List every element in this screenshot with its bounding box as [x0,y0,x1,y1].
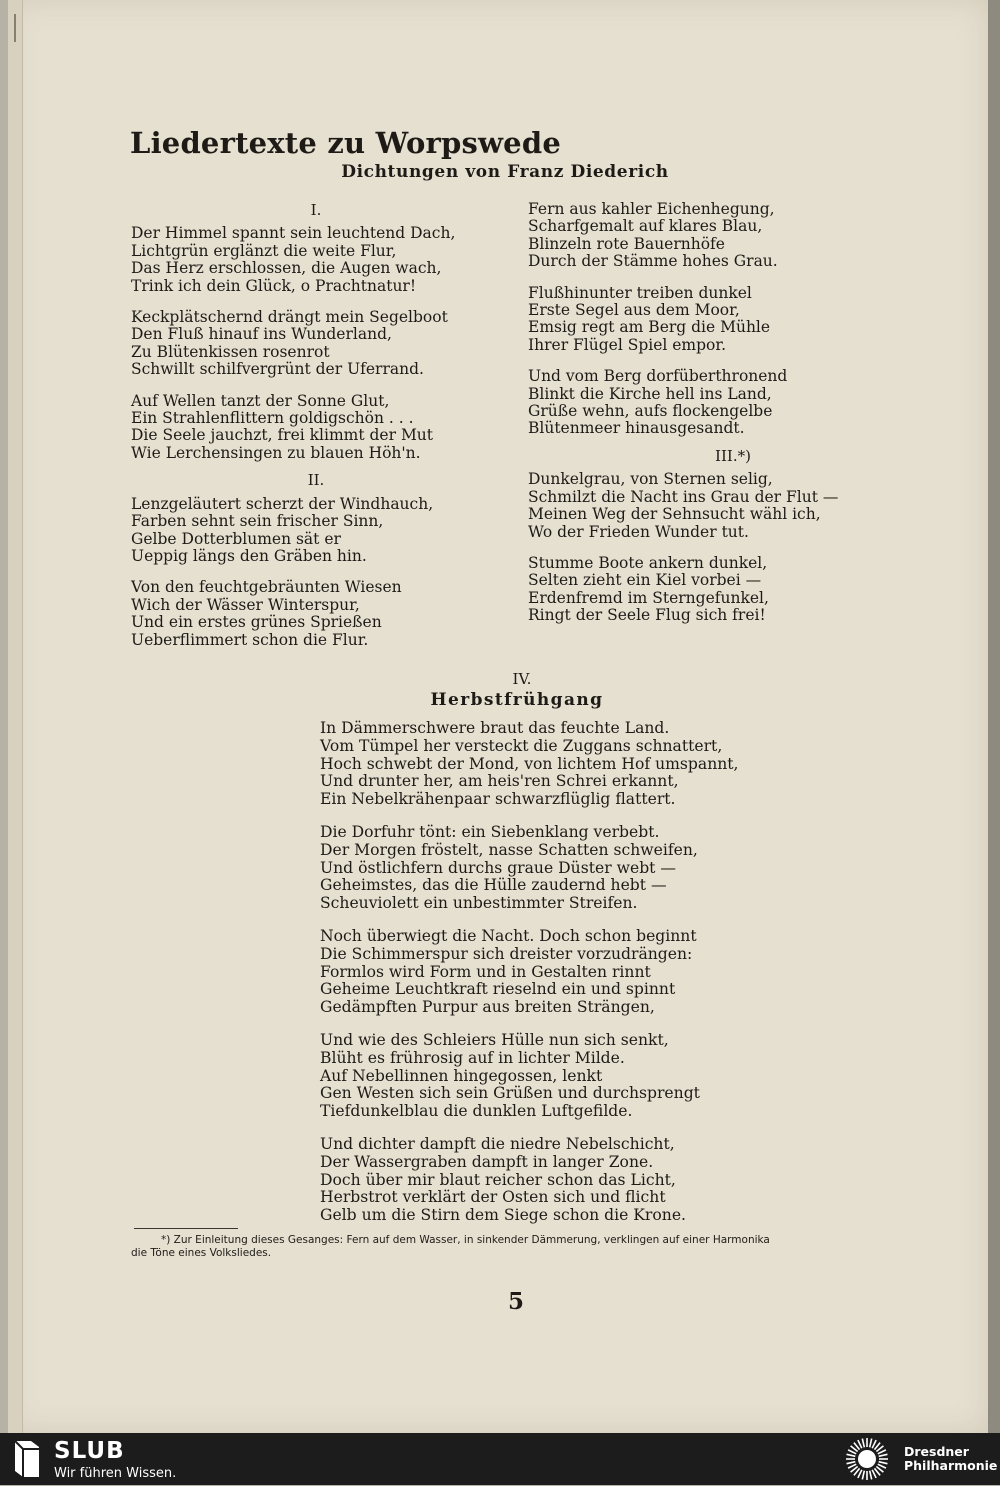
verse-line: Gelbe Dotterblumen sät er [131,529,341,548]
verse-line: Erdenfremd im Sterngefunkel, [528,588,769,607]
sunburst-ray [879,1454,888,1456]
sunburst-ray [858,1440,862,1448]
sunburst-ray [879,1462,888,1464]
verse-line: Geheimstes, das die Hülle zaudernd hebt — [320,876,667,895]
verse-line: Der Wassergraben dampft in langer Zone. [320,1152,654,1171]
sunburst-ray [878,1464,886,1468]
partner-name[interactable] [904,1445,997,1473]
verse-line: Die Seele jauchzt, frei klimmt der Mut [131,426,434,445]
verse-line: Und östlichfern durchs graue Düster webt — [320,858,676,877]
verse-line: Selten zieht ein Kiel vorbei — [528,571,762,590]
verse-line: Gedämpften Purpur aus breiten Strängen, [320,998,655,1017]
verse-line: Gen Westen sich sein Grüßen und durchsprengt [320,1084,700,1103]
verse-line: Wie Lerchensingen zu blauen Höh'n. [131,443,421,462]
verse-line: Emsig regt am Berg die Mühle [528,318,771,337]
verse-line: Ihrer Flügel Spiel empor. [528,335,727,354]
sunburst-ray [878,1450,886,1454]
section-numeral-iv: IV. [512,670,532,688]
verse-line: Ein Strahlenflittern goldigschön . . . [131,409,414,428]
verse-line: Ueppig längs den Gräben hin. [131,546,367,565]
verse-line: Der Morgen fröstelt, nasse Schatten schweifen, [320,840,698,859]
verse-line: Wich der Wässer Winterspur, [131,595,360,614]
library-name[interactable]: SLUB [54,1438,125,1464]
verse-line: Blinzeln rote Bauernhöfe [528,234,725,253]
verse-line: Farben sehnt sein frischer Sinn, [131,512,384,531]
verse-line: Noch überwiegt die Nacht. Doch schon beginnt [320,926,697,945]
verse-line: Und vom Berg dorfüberthronend [528,367,788,386]
verse-line: Schmilzt die Nacht ins Grau der Flut — [528,487,839,506]
verse-line: Der Himmel spannt sein leuchtend Dach, [131,224,456,243]
verse-line: Flußhinunter treiben dunkel [528,283,752,302]
verse-line: Blüht es frührosig auf in lichter Milde. [320,1048,625,1067]
stanza [320,824,780,913]
page-binding-edge [8,0,23,1433]
verse-line: Formlos wird Form und in Gestalten rinnt [320,962,651,981]
verse-line: Von den feuchtgebräunten Wiesen [131,578,402,597]
verse-line: Und drunter her, am heis'ren Schrei erkannt, [320,772,679,791]
verse-line: Meinen Weg der Sehnsucht wähl ich, [528,505,821,524]
philharmonie-sunburst-icon[interactable] [840,1436,894,1486]
verse-line: Tiefdunkelblau die dunklen Luftgefilde. [320,1102,633,1121]
sunburst-ray [870,1471,872,1480]
verse-line: Geheime Leuchtkraft rieselnd ein und spinnt [320,980,676,999]
sunburst-ray [862,1471,864,1480]
verse-line: Dunkelgrau, von Sternen selig, [528,470,773,489]
document-title: Liedertexte zu Worpswede [130,126,561,160]
stanza [320,928,780,1017]
verse-line: Gelb um die Stirn dem Siege schon die Krone. [320,1206,687,1225]
footnote [131,1234,901,1260]
footer-bar [0,1433,1000,1485]
stanza [320,1032,780,1121]
stanza [320,720,780,809]
section-iv-heading [0,670,1000,710]
section-iv-title: Herbstfrühgang [430,690,604,710]
verse-line: Hoch schwebt der Mond, von lichtem Hof umspannt, [320,754,739,773]
verse-line: Keckplätschernd drängt mein Segelboot [131,308,448,327]
verse-line: Zu Blütenkissen rosenrot [131,342,330,361]
verse-line: Herbstrot verklärt der Osten sich und flicht [320,1188,666,1207]
verse-line: Und ein erstes grünes Sprießen [131,613,382,632]
sunburst-ray [847,1454,856,1456]
scan-background-strip [988,0,1000,1433]
sunburst-ray [870,1439,872,1448]
verse-line: Wo der Frieden Wunder tut. [528,522,749,541]
stanza [528,368,918,438]
stanza [528,201,918,271]
section-numeral-iii: III.*) [715,446,751,465]
stanza [528,285,918,355]
verse-line: Und dichter dampft die niedre Nebelschicht, [320,1134,675,1153]
stanza [131,225,501,295]
verse-line: Blütenmeer hinausgesandt. [528,419,745,438]
right-column [528,201,918,639]
verse-line: Auf Wellen tanzt der Sonne Glut, [131,391,390,410]
library-tagline: Wir führen Wissen. [54,1466,177,1481]
sunburst-ray [862,1439,864,1448]
stanza [528,471,918,541]
verse-line: Scheuviolett ein unbestimmter Streifen. [320,894,638,913]
verse-line: Ringt der Seele Flug sich frei! [528,606,766,625]
verse-line: Ueberflimmert schon die Flur. [131,630,369,649]
page-number: 5 [507,1288,524,1315]
binding-mark [14,14,16,42]
verse-line: Die Dorfuhr tönt: ein Siebenklang verbebt. [320,822,660,841]
sunburst-ray [872,1470,876,1478]
verse-line: Den Fluß hinauf ins Wunderland, [131,325,392,344]
footnote-line [131,1234,901,1247]
sunburst-ray [847,1462,856,1464]
footnote-text: *) Zur Einleitung dieses Gesanges: Fern auf dem Wasser, in sinkender Dämmerung, verklingen auf einer Harmonika [161,1234,770,1246]
stanza [320,1136,780,1225]
verse-line: Fern aus kahler Eichenhegung, [528,200,775,218]
verse-line: Das Herz erschlossen, die Augen wach, [131,259,442,278]
footnote-rule [134,1228,238,1229]
verse-line: Blinkt die Kirche hell ins Land, [528,384,772,403]
verse-line: Doch über mir blaut reicher schon das Licht, [320,1170,676,1189]
verse-line: Und wie des Schleiers Hülle nun sich senkt, [320,1030,669,1049]
left-column [131,202,501,663]
verse-line: Stumme Boote ankern dunkel, [528,553,768,572]
stanza [131,393,501,463]
verse-line: Grüße wehn, aufs flockengelbe [528,402,773,421]
partner-name-line1: Dresdner [904,1444,969,1459]
verse-line: Vom Tümpel her versteckt die Zuggans schnattert, [320,736,723,755]
verse-line: Erste Segel aus dem Moor, [528,301,740,320]
stanza [131,496,501,566]
slub-book-icon[interactable] [13,1439,41,1483]
verse-line: Auf Nebellinnen hingegossen, lenkt [320,1066,603,1085]
stanza [131,579,501,649]
verse-line: Scharfgemalt auf klares Blau, [528,217,763,236]
verse-line: Lichtgrün erglänzt die weite Flur, [131,241,397,260]
verse-line: Lenzgeläutert scherzt der Windhauch, [131,494,434,513]
section-numeral-ii: II. [307,471,325,490]
section-iv-poem [320,720,780,1240]
verse-line: Ein Nebelkrähenpaar schwarzflüglig flattert. [320,790,676,809]
verse-line: Trink ich dein Glück, o Prachtnatur! [131,276,417,295]
verse-line: In Dämmerschwere braut das feuchte Land. [320,719,670,737]
verse-line: Durch der Stämme hohes Grau. [528,252,778,271]
sunburst-ray [848,1464,856,1468]
sunburst-ray [858,1470,862,1478]
verse-line: Die Schimmerspur sich dreister vorzudrängen: [320,944,693,963]
sunburst-ray [872,1440,876,1448]
section-numeral-i: I. [310,201,322,219]
verse-line: Schwillt schilfvergrünt der Uferrand. [131,360,424,379]
stanza [528,555,918,625]
stanza [131,309,501,379]
partner-name-line2: Philharmonie [904,1458,998,1473]
sunburst-ray [848,1450,856,1454]
document-subtitle: Dichtungen von Franz Diederich [341,162,669,182]
footnote-line: die Töne eines Volksliedes. [131,1247,272,1259]
